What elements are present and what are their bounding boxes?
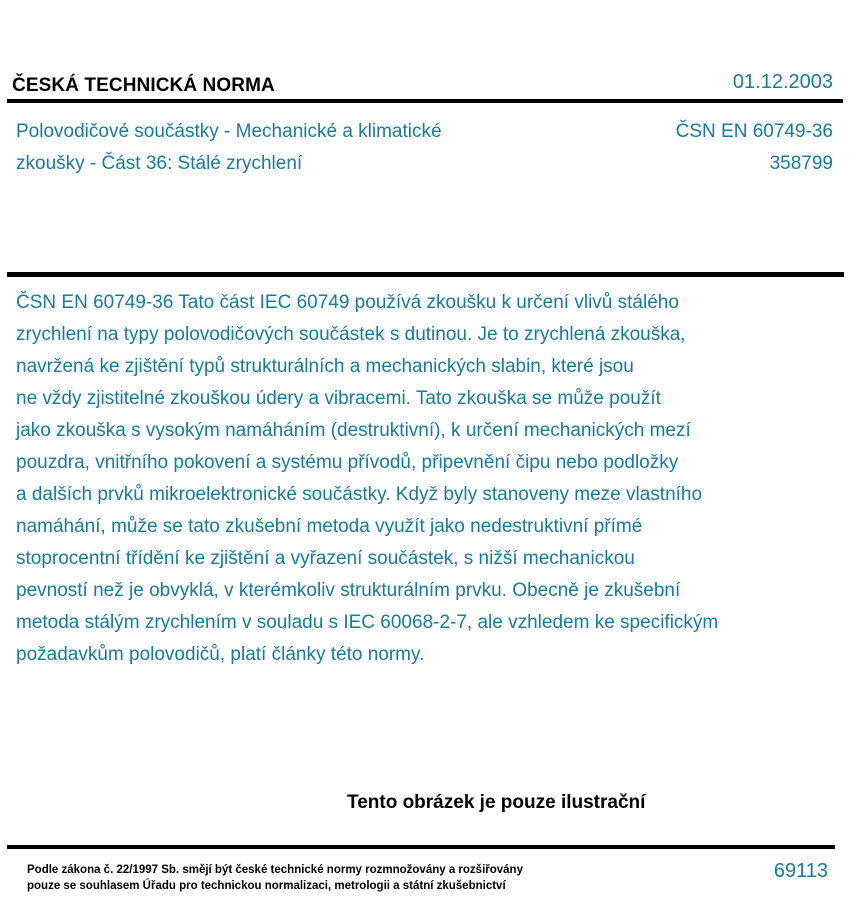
abstract-line: jako zkouška s vysokým namáháním (destruktivní), k určení mechanických mezí [16, 420, 691, 441]
class-number: 358799 [769, 153, 833, 174]
abstract-line: pouzdra, vnitřního pokovení a systému přívodů, připevnění čipu nebo podložky [16, 452, 679, 473]
standard-title-line: zkoušky - Část 36: Stálé zrychlení [16, 153, 303, 174]
publication-date: 01.12.2003 [732, 71, 833, 93]
abstract-line: ČSN EN 60749-36 Tato část IEC 60749 používá zkoušku k určení vlivů stálého [16, 292, 679, 313]
legal-notice [27, 862, 523, 894]
standard-reference [676, 116, 833, 180]
illustrative-notice: Tento obrázek je pouze ilustrační [347, 792, 646, 813]
legal-notice-line: Podle zákona č. 22/1997 Sb. smějí být české technické normy rozmnožovány a rozšiřovány [27, 864, 523, 876]
header-divider [7, 99, 843, 103]
legal-notice-line: pouze se souhlasem Úřadu pro technickou normalizaci, metrologii a státní zkušebnictví [27, 880, 506, 892]
abstract-line: požadavkům polovodičů, platí články této normy. [16, 644, 425, 665]
document-header-title: ČESKÁ TECHNICKÁ NORMA [12, 75, 275, 96]
abstract-line: a dalších prvků mikroelektronické součástky. Když byly stanoveny meze vlastního [16, 484, 703, 505]
section-divider [7, 272, 844, 277]
standard-title [16, 116, 576, 180]
abstract-line: navržená ke zjištění typů strukturálních a mechanických slabin, které jsou [16, 356, 634, 377]
abstract-line: stoprocentní třídění ke zjištění a vyřazení součástek, s nižší mechanickou [16, 548, 635, 569]
abstract-line: zrychlení na typy polovodičových součástek s dutinou. Je to zrychlená zkouška, [16, 324, 686, 345]
abstract-text [16, 287, 836, 671]
document-number: 69113 [773, 860, 828, 882]
abstract-line: pevností než je obvyklá, v kterémkoliv strukturálním prvku. Obecně je zkušební [16, 580, 681, 601]
abstract-line: ne vždy zjistitelné zkouškou údery a vibracemi. Tato zkouška se může použít [16, 388, 661, 409]
abstract-line: metoda stálým zrychlením v souladu s IEC 60068-2-7, ale vzhledem ke specifickým [16, 612, 719, 633]
standard-code: ČSN EN 60749-36 [675, 121, 833, 142]
standard-title-line: Polovodičové součástky - Mechanické a klimatické [16, 121, 442, 142]
abstract-line: namáhání, může se tato zkušební metoda využít jako nedestruktivní přímé [16, 516, 643, 537]
footer-divider [7, 845, 835, 849]
